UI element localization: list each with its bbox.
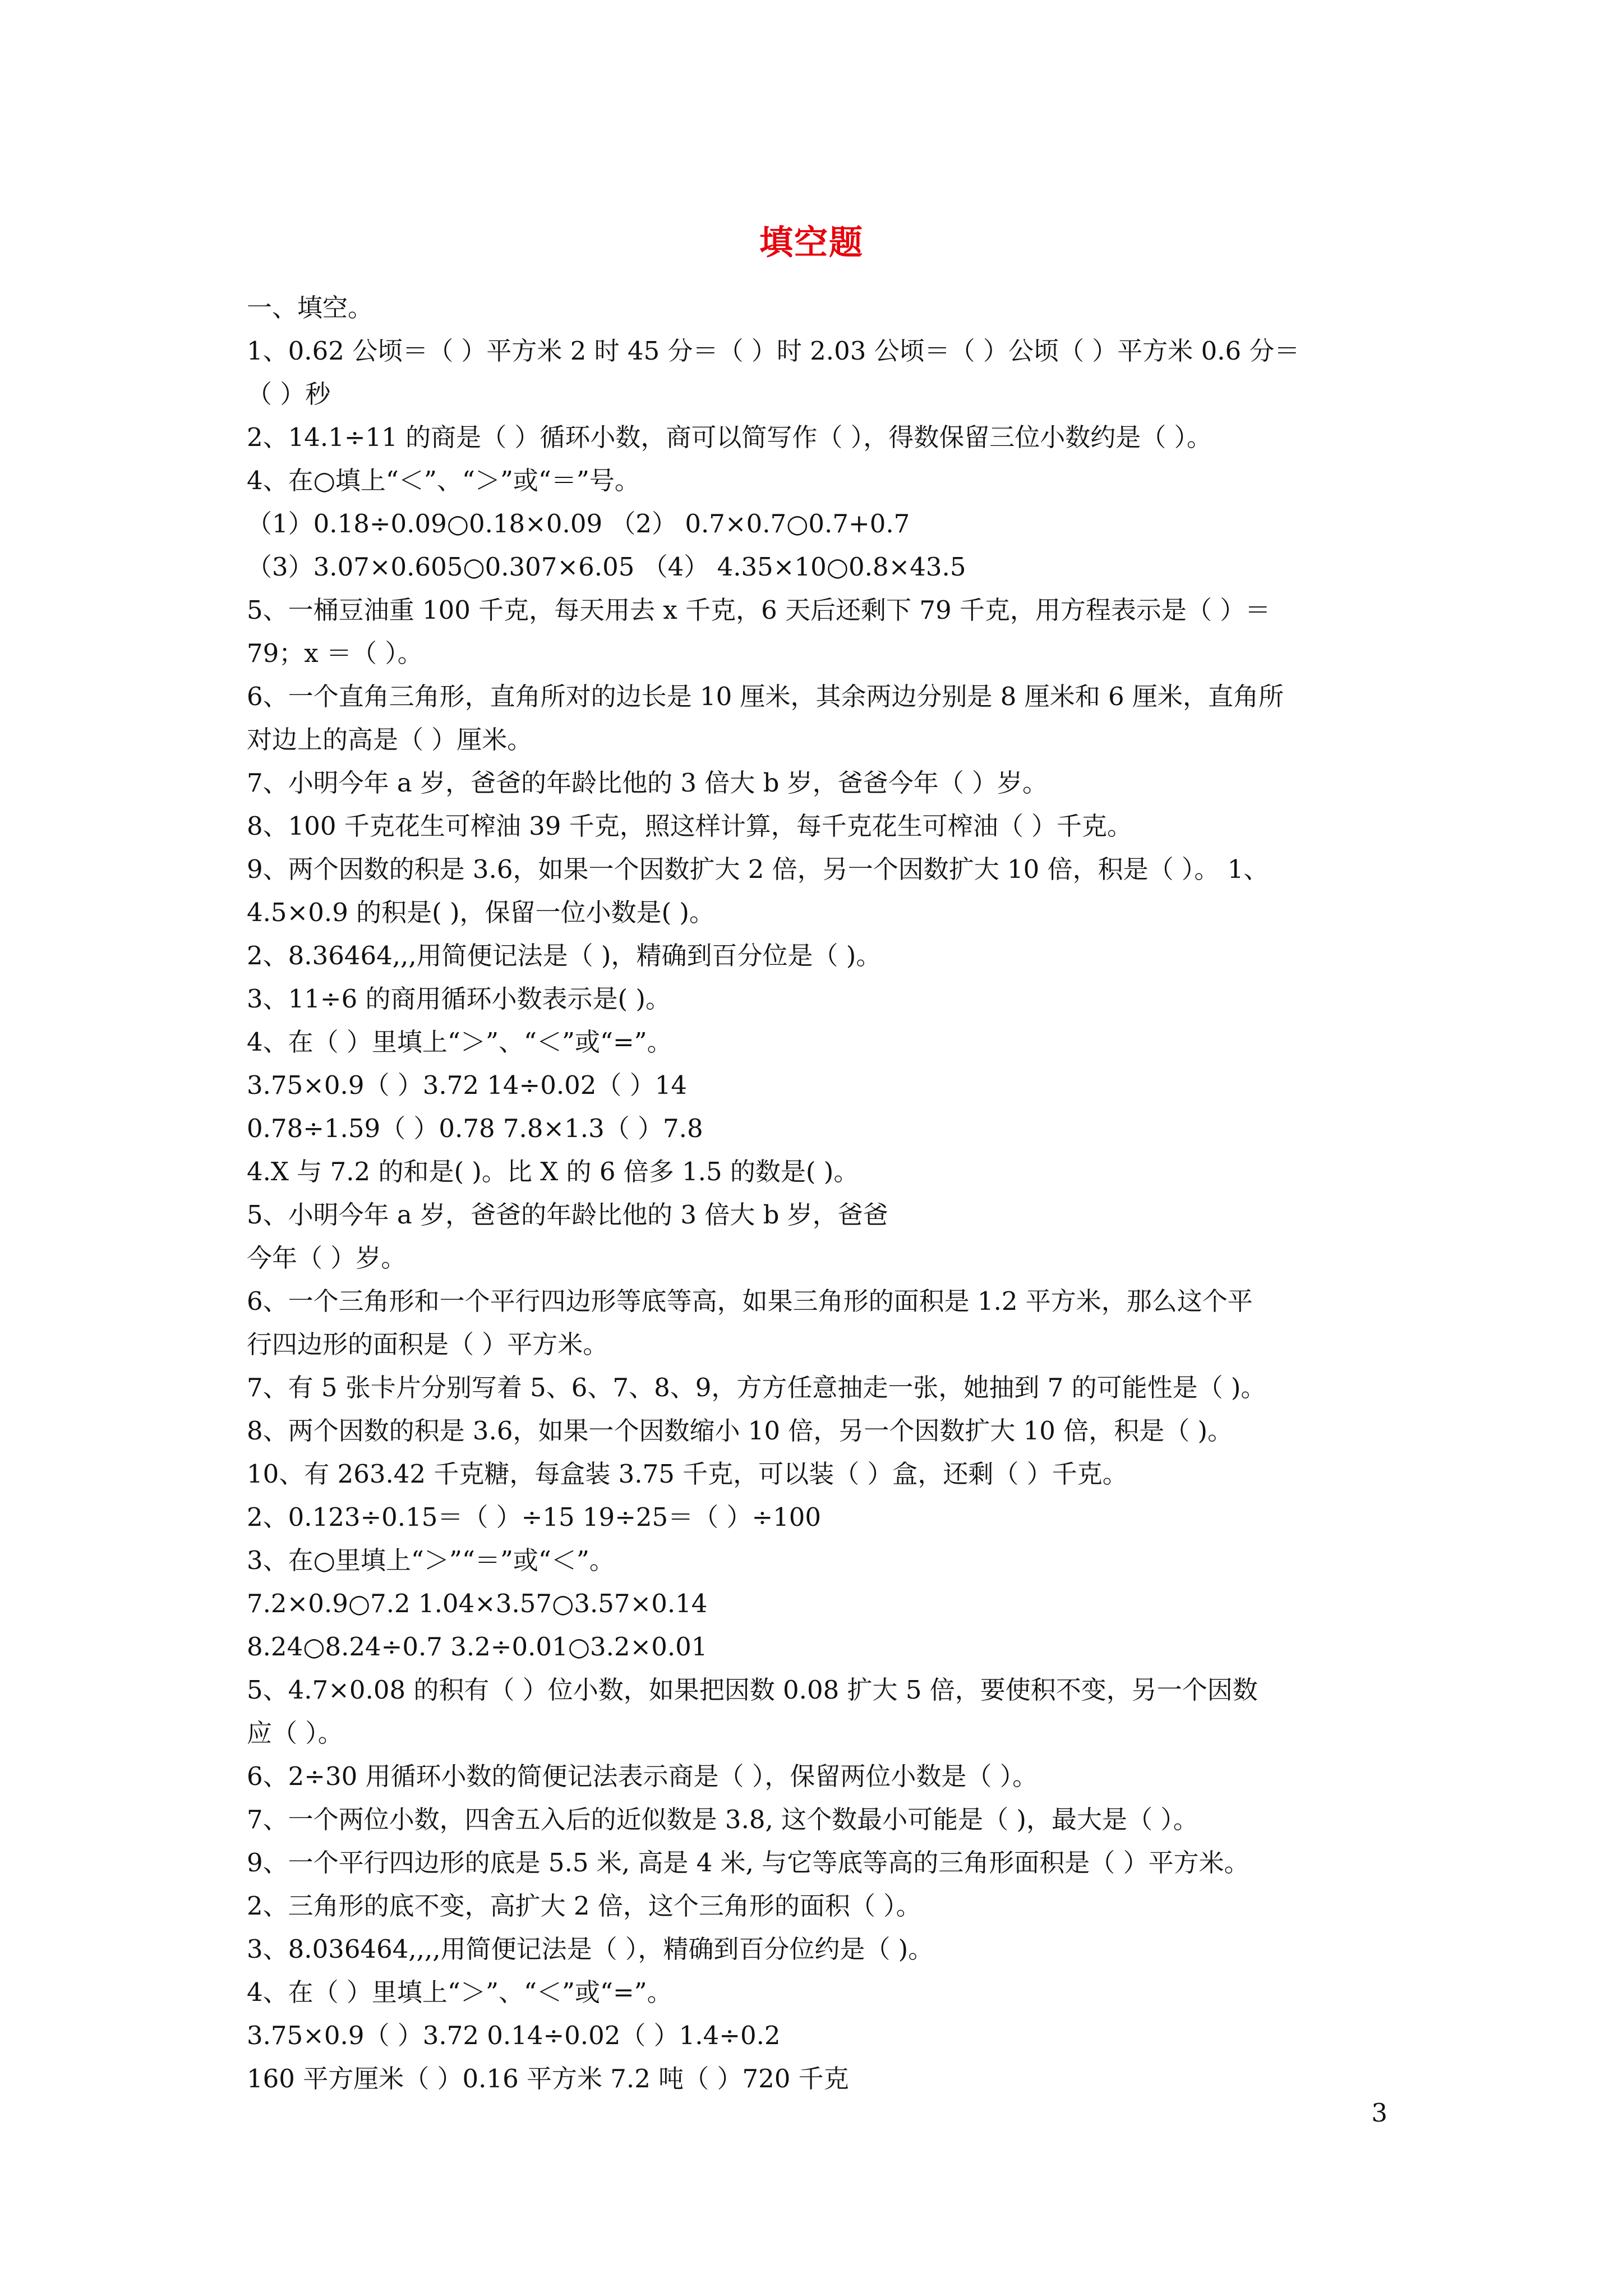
worksheet-body <box>247 286 1419 2100</box>
text-line: 2、0.123÷0.15＝（ ）÷15 19÷25＝（ ）÷100 <box>247 1502 822 1532</box>
text-line: 3、在○里填上“＞”“＝”或“＜”。 <box>247 1545 615 1575</box>
text-line: 4.X 与 7.2 的和是( )。比 X 的 6 倍多 1.5 的数是( )。 <box>247 1157 859 1186</box>
text-line: 4、在（ ）里填上“＞”、“＜”或“=”。 <box>247 1977 672 2007</box>
text-line: 6、一个直角三角形，直角所对的边长是 10 厘米，其余两边分别是 8 厘米和 6 厘米，直角所 <box>247 682 1284 711</box>
text-line: 2、三角形的底不变，高扩大 2 倍，这个三角形的面积（ ）。 <box>247 1891 921 1921</box>
text-line: 应（ ）。 <box>247 1718 343 1748</box>
text-line: 8、100 千克花生可榨油 39 千克，照这样计算，每千克花生可榨油（ ）千克。 <box>247 811 1133 841</box>
text-line: 5、小明今年 a 岁，爸爸的年龄比他的 3 倍大 b 岁，爸爸 <box>247 1200 888 1230</box>
text-line: 4、在（ ）里填上“＞”、“＜”或“=”。 <box>247 1027 672 1057</box>
text-line: （3）3.07×0.605○0.307×6.05 （4） 4.35×10○0.8×43.5 <box>247 552 966 582</box>
text-line: 8.24○8.24÷0.7 3.2÷0.01○3.2×0.01 <box>247 1632 708 1662</box>
text-line: 79；x ＝（ ）。 <box>247 638 423 668</box>
text-line: 4.5×0.9 的积是( )，保留一位小数是( )。 <box>247 898 714 927</box>
text-line: 160 平方厘米（ ）0.16 平方米 7.2 吨（ ）720 千克 <box>247 2064 849 2093</box>
text-line: 5、4.7×0.08 的积有（ ）位小数，如果把因数 0.08 扩大 5 倍，要使积不变，另一个因数 <box>247 1675 1258 1705</box>
text-line: 4、在○填上“＜”、“＞”或“＝”号。 <box>247 466 640 495</box>
text-line: 行四边形的面积是（ ）平方米。 <box>247 1329 608 1359</box>
text-line: （ ）秒 <box>247 379 331 409</box>
text-line: 6、2÷30 用循环小数的简便记法表示商是（ ），保留两位小数是（ ）。 <box>247 1761 1038 1791</box>
text-line: 一、填空。 <box>247 293 374 323</box>
text-line: 1、0.62 公顷＝（ ）平方米 2 时 45 分＝（ ）时 2.03 公顷＝（ ）公顷（ ）平方米 0.6 分＝ <box>247 336 1300 366</box>
text-line: 6、一个三角形和一个平行四边形等底等高，如果三角形的面积是 1.2 平方米，那么这个平 <box>247 1286 1253 1316</box>
text-line: 9、一个平行四边形的底是 5.5 米, 高是 4 米, 与它等底等高的三角形面积是（ ）平方米。 <box>247 1848 1249 1878</box>
page-number: 3 <box>1371 2098 1387 2128</box>
text-line: 3.75×0.9（ ）3.72 0.14÷0.02（ ）1.4÷0.2 <box>247 2021 781 2050</box>
text-line: 7、有 5 张卡片分别写着 5、6、7、8、9，方方任意抽走一张，她抽到 7 的可能性是（ )。 <box>247 1373 1266 1402</box>
text-line: 5、一桶豆油重 100 千克，每天用去 x 千克，6 天后还剩下 79 千克，用方程表示是（ ）＝ <box>247 595 1271 625</box>
text-line: 对边上的高是（ ）厘米。 <box>247 725 533 754</box>
text-line: 2、14.1÷11 的商是（ ）循环小数，商可以简写作（ ），得数保留三位小数约是（ ）。 <box>247 422 1212 452</box>
text-line: （1）0.18÷0.09○0.18×0.09 （2） 0.7×0.7○0.7+0.7 <box>247 509 910 539</box>
page-title: 填空题 <box>759 223 864 263</box>
text-line: 7、小明今年 a 岁，爸爸的年龄比他的 3 倍大 b 岁，爸爸今年（ ）岁。 <box>247 768 1048 798</box>
text-line: 10、有 263.42 千克糖，每盒装 3.75 千克，可以装（ ）盒，还剩（ ）千克。 <box>247 1459 1128 1489</box>
text-line: 7.2×0.9○7.2 1.04×3.57○3.57×0.14 <box>247 1589 708 1618</box>
text-line: 9、两个因数的积是 3.6，如果一个因数扩大 2 倍，另一个因数扩大 10 倍，积是（ ）。 1、 <box>247 854 1269 884</box>
text-line: 今年（ ）岁。 <box>247 1243 407 1273</box>
text-line: 2、8.36464,,,用简便记法是（ )，精确到百分位是（ )。 <box>247 941 882 970</box>
text-line: 3.75×0.9（ ）3.72 14÷0.02（ ）14 <box>247 1070 687 1100</box>
text-line: 0.78÷1.59（ ）0.78 7.8×1.3（ ）7.8 <box>247 1114 703 1143</box>
text-line: 7、一个两位小数，四舍五入后的近似数是 3.8, 这个数最小可能是（ )，最大是（ ）。 <box>247 1805 1198 1834</box>
text-line: 8、两个因数的积是 3.6，如果一个因数缩小 10 倍，另一个因数扩大 10 倍，积是（ )。 <box>247 1416 1233 1446</box>
text-line: 3、8.036464,,,,用简便记法是（ ），精确到百分位约是（ )。 <box>247 1934 934 1964</box>
text-line: 3、11÷6 的商用循环小数表示是( )。 <box>247 984 671 1014</box>
